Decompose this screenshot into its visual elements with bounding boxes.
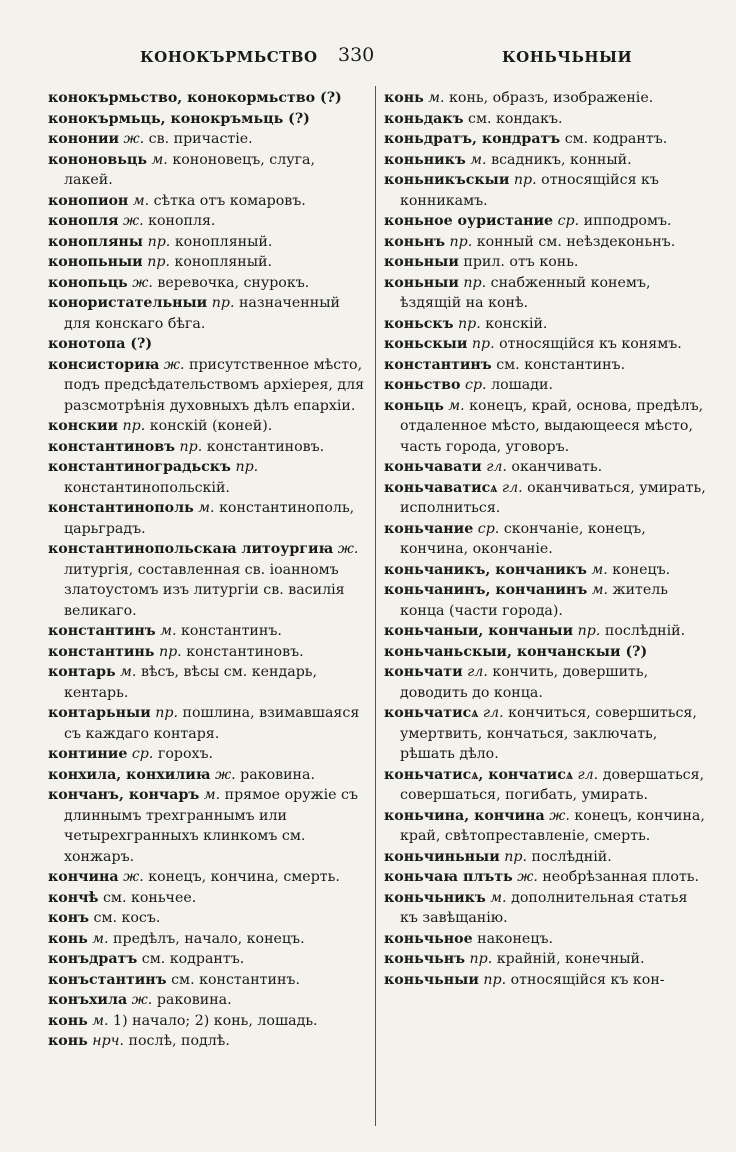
entry-definition: кончиться, совершиться, умертвить, кончаться, заключать, рѣшать дѣло. — [400, 705, 697, 762]
entry-definition: константинополь, царьградъ. — [64, 500, 355, 537]
entry-definition: всадникъ, конный. — [491, 151, 632, 168]
entry-headword: конъдратъ — [48, 951, 138, 967]
entry-definition: веревочка, снурокъ. — [157, 274, 310, 291]
entry-definition: см. коньчее. — [102, 889, 197, 906]
entry-grammar: пр. — [147, 233, 171, 250]
entry-headword: коньць — [384, 397, 444, 414]
entry-headword: константиноградьскъ — [48, 459, 231, 475]
entry-headword: конхила, конхилиꙗ — [48, 766, 211, 783]
entry-grammar: м. — [198, 500, 215, 516]
entry-grammar: гл. — [482, 705, 504, 721]
entry-headword: конъ — [48, 910, 89, 926]
entry-definition: назначенный для конскаго бѣга. — [64, 295, 340, 332]
entry-grammar: ср. — [477, 520, 500, 537]
entry-definition: относящійся къ кон- — [510, 971, 665, 988]
entry-headword: коньчаникъ, кончаникъ — [384, 561, 587, 578]
entry-definition: 1) начало; 2) конь, лошадь. — [113, 1012, 318, 1029]
entry-definition: св. причастіе. — [148, 131, 253, 147]
entry-grammar: м. — [470, 151, 487, 168]
entry-definition: крайній, конечный. — [496, 951, 645, 967]
dictionary-entry — [384, 150, 706, 171]
dictionary-entry — [48, 970, 368, 991]
entry-headword: конъстантинъ — [48, 971, 167, 988]
entry-definition: житель конца (части города). — [400, 582, 669, 619]
entry-grammar: пр. — [504, 848, 528, 865]
entry-headword: контарьныи — [48, 705, 151, 721]
entry-headword: конопля — [48, 213, 119, 229]
header-right-word: КОНЬЧЬНЫИ — [502, 48, 633, 66]
entry-definition: константинъ. — [181, 623, 282, 639]
dictionary-entry — [384, 580, 706, 621]
dictionary-entry — [48, 765, 368, 786]
entry-grammar: пр. — [483, 971, 507, 988]
dictionary-entry — [48, 867, 368, 888]
entry-definition: константиновъ. — [206, 438, 325, 455]
entry-definition: константинопольскій. — [64, 479, 230, 496]
entry-definition: оканчивать. — [511, 459, 603, 475]
entry-headword: конокърмьць, конокръмьць (?) — [48, 110, 310, 127]
entry-grammar: ср. — [131, 746, 154, 762]
entry-definition: вѣсъ, вѣсы см. кендарь, кентарь. — [64, 664, 318, 701]
dictionary-entry — [48, 129, 368, 150]
entry-definition: необрѣзанная плоть. — [542, 869, 700, 885]
dictionary-entry — [384, 949, 706, 970]
entry-headword: коньдакъ — [384, 110, 464, 127]
dictionary-entry — [48, 1031, 368, 1052]
entry-headword: коньство — [384, 377, 461, 393]
entry-headword: коньчаньскыи, кончанскыи (?) — [384, 643, 648, 660]
dictionary-entry — [48, 662, 368, 703]
entry-grammar: ж. — [123, 131, 145, 147]
dictionary-entry — [384, 109, 706, 130]
entry-headword: коньчатисѧ, кончатисѧ — [384, 766, 573, 783]
dictionary-entry — [48, 416, 368, 437]
entry-headword: коньчатисѧ — [384, 705, 479, 721]
dictionary-entry — [48, 437, 368, 458]
entry-headword: кононии — [48, 131, 119, 147]
entry-headword: коньскыи — [384, 336, 468, 352]
entry-headword: коньныи — [384, 274, 459, 291]
dictionary-entry — [48, 621, 368, 642]
dictionary-entry — [384, 519, 706, 560]
dictionary-entry — [48, 744, 368, 765]
entry-grammar: пр. — [211, 295, 235, 311]
entry-grammar: пр. — [513, 172, 537, 188]
entry-definition: предѣлъ, начало, конецъ. — [113, 930, 305, 947]
dictionary-entry — [384, 232, 706, 253]
dictionary-entry — [384, 929, 706, 950]
dictionary-entry — [48, 457, 368, 498]
entry-definition: конопляный. — [174, 233, 273, 250]
entry-headword: коньчанинъ, кончанинъ — [384, 582, 588, 598]
entry-grammar: ж. — [131, 992, 153, 1008]
entry-headword: конь — [48, 1012, 88, 1029]
entry-definition: раковина. — [240, 766, 315, 783]
dictionary-entry — [48, 539, 368, 621]
entry-headword: конь — [48, 1033, 88, 1049]
entry-definition: дополнительная статья къ завѣщанію. — [400, 889, 688, 926]
entry-headword: конопляны — [48, 233, 144, 250]
entry-headword: коньчание — [384, 520, 474, 537]
entry-headword: коньныи — [384, 254, 459, 270]
entry-headword: коньникъскыи — [384, 172, 510, 188]
entry-headword: констaнтинъ — [384, 356, 492, 373]
entry-definition: кончить, довершить, доводить до конца. — [400, 664, 649, 701]
entry-grammar: пр. — [155, 705, 179, 721]
entry-definition: литургія, составленная св. іоанномъ златоустомъ изъ литургіи св. василія великаго. — [64, 561, 345, 619]
entry-grammar: гл. — [501, 479, 523, 496]
dictionary-entry — [384, 970, 706, 991]
entry-headword: континие — [48, 746, 128, 762]
entry-headword: коньчаватисѧ — [384, 479, 498, 496]
dictionary-entry — [384, 375, 706, 396]
dictionary-entry — [384, 273, 706, 314]
entry-grammar: м. — [151, 151, 168, 168]
entry-headword: константинъ — [48, 623, 156, 639]
entry-grammar: ср. — [465, 377, 487, 393]
dictionary-entry — [384, 252, 706, 273]
dictionary-entry — [384, 703, 706, 765]
entry-headword: кончина — [48, 869, 119, 885]
dictionary-entry — [48, 1011, 368, 1032]
dictionary-entry — [384, 88, 706, 109]
entry-grammar: м. — [160, 623, 177, 639]
entry-definition: см. константинъ. — [171, 971, 300, 988]
dictionary-entry — [48, 211, 368, 232]
entry-definition: см. кодрантъ. — [564, 131, 668, 147]
entry-headword: коньчина, кончина — [384, 807, 545, 824]
entry-grammar: пр. — [122, 418, 146, 434]
entry-grammar: гл. — [486, 459, 507, 475]
entry-definition: горохъ. — [157, 746, 214, 762]
entry-headword: константиновъ — [48, 438, 176, 455]
entry-grammar: пр. — [469, 951, 493, 967]
dictionary-entry — [48, 191, 368, 212]
entry-headword: конотопа (?) — [48, 336, 153, 352]
entry-headword: коньчиньныи — [384, 848, 500, 865]
entry-headword: конопьныи — [48, 254, 143, 270]
dictionary-entry — [48, 990, 368, 1011]
entry-definition: послѣ, подлѣ. — [128, 1033, 230, 1049]
entry-headword: контарь — [48, 664, 116, 680]
entry-headword: константинь — [48, 643, 155, 660]
entry-grammar: ж. — [215, 766, 236, 783]
entry-headword: кoнокърмьство, конокормьство (?) — [48, 90, 342, 106]
dictionary-entry — [48, 334, 368, 355]
entry-grammar: ж. — [337, 541, 359, 557]
entry-definition: оканчиваться, умирать, исполниться. — [400, 479, 706, 516]
entry-grammar: ж. — [549, 807, 570, 824]
entry-definition: прил. отъ конь. — [463, 254, 579, 270]
dictionary-entry — [384, 662, 706, 703]
dictionary-entry — [48, 949, 368, 970]
entry-definition: присутственное мѣсто, подъ предсѣдательствомъ архіерея, для разсмотрѣнія духовныхъ дѣлъ епархіи. — [64, 356, 365, 414]
entry-grammar: пр. — [235, 459, 259, 475]
dictionary-entry — [48, 498, 368, 539]
entry-definition: конецъ. — [612, 561, 671, 578]
entry-definition: конскій (коней). — [149, 418, 273, 434]
dictionary-entry — [48, 355, 368, 417]
dictionary-entry — [384, 457, 706, 478]
entry-grammar: пр. — [147, 254, 170, 270]
entry-definition: лошади. — [491, 377, 553, 393]
entry-grammar: м. — [448, 397, 465, 414]
entry-definition: см. косъ. — [93, 910, 161, 926]
dictionary-entry — [384, 334, 706, 355]
dictionary-entry — [384, 129, 706, 150]
left-column — [48, 88, 368, 1052]
dictionary-entry — [384, 560, 706, 581]
entry-definition: прямое оружіе съ длиннымъ трехграннымъ или четырехгранныхъ клинкомъ см. хонжаръ. — [64, 787, 359, 865]
dictionary-entry — [48, 232, 368, 253]
page-number: 330 — [338, 44, 375, 66]
entry-definition: см. кодрантъ. — [141, 951, 245, 967]
dictionary-entry — [48, 252, 368, 273]
dictionary-entry — [48, 88, 368, 109]
dictionary-entry — [48, 785, 368, 867]
entry-grammar: пр. — [458, 315, 481, 332]
entry-definition: относящійся къ конникамъ. — [400, 172, 659, 209]
entry-definition: конецъ, кончина, край, свѣтопреставленіе, смерть. — [400, 807, 705, 844]
entry-grammar: ж. — [163, 356, 185, 373]
entry-definition: раковина. — [156, 992, 232, 1008]
entry-headword: конскии — [48, 418, 119, 434]
entry-grammar: м. — [120, 664, 137, 680]
entry-definition: константиновъ. — [186, 643, 304, 660]
entry-grammar: пр. — [179, 438, 203, 455]
entry-grammar: гл. — [467, 664, 488, 680]
entry-definition: послѣдній. — [604, 623, 686, 639]
right-column — [384, 88, 706, 990]
dictionary-entry — [48, 150, 368, 191]
header-left-word: КОНОКЪРМЬСТВО — [140, 48, 318, 66]
dictionary-entry — [48, 703, 368, 744]
entry-definition: послѣдній. — [531, 848, 612, 865]
entry-headword: коньчаꙗ плъть — [384, 869, 513, 885]
dictionary-entry — [48, 908, 368, 929]
entry-grammar: м. — [92, 1012, 109, 1029]
dictionary-entry — [48, 109, 368, 130]
entry-headword: конопион — [48, 192, 129, 209]
entry-definition: снабженный конемъ, ѣздящій на конѣ. — [400, 274, 651, 311]
dictionary-entry — [384, 478, 706, 519]
entry-grammar: пр. — [449, 233, 473, 250]
entry-grammar: м. — [490, 889, 507, 906]
entry-definition: пошлина, взимавшаяся съ каждаго контаря. — [64, 705, 360, 742]
entry-grammar: гл. — [577, 766, 599, 783]
entry-headword: консисториꙗ — [48, 356, 160, 373]
entry-definition: конецъ, кончина, смерть. — [148, 869, 340, 885]
entry-grammar: м. — [132, 192, 150, 209]
dictionary-entry — [384, 806, 706, 847]
entry-headword: коньчьнъ — [384, 951, 466, 967]
entry-grammar: пр. — [471, 336, 495, 352]
entry-headword: коньчаныи, кончаныи — [384, 623, 574, 639]
entry-definition: ипподромъ. — [583, 213, 672, 229]
entry-definition: наконецъ. — [477, 930, 553, 947]
entry-definition: сѣтка отъ комаровъ. — [153, 192, 306, 209]
dictionary-entry — [384, 642, 706, 663]
entry-headword: коньное оуристание — [384, 213, 554, 229]
entry-grammar: м. — [428, 90, 445, 106]
entry-headword: конь — [384, 90, 424, 106]
entry-grammar: ж. — [517, 869, 538, 885]
dictionary-entry — [48, 293, 368, 334]
entry-grammar: нрч. — [92, 1033, 125, 1049]
entry-grammar: пр. — [158, 643, 182, 660]
dictionary-entry — [48, 888, 368, 909]
entry-definition: см. константинъ. — [496, 356, 626, 373]
entry-headword: коньчьное — [384, 930, 473, 947]
entry-definition: скончаніе, конецъ, кончина, окончаніе. — [400, 520, 646, 557]
entry-definition: конный см. неѣздеконьнъ. — [476, 233, 676, 250]
dictionary-entry — [384, 847, 706, 868]
dictionary-entry — [384, 314, 706, 335]
entry-headword: конористательныи — [48, 295, 208, 311]
entry-definition: конопляный. — [174, 254, 273, 270]
entry-headword: коньчьныи — [384, 971, 479, 988]
entry-headword: кончѣ — [48, 889, 99, 906]
entry-headword: конъхила — [48, 992, 128, 1008]
entry-headword: конопьць — [48, 274, 128, 291]
entry-headword: коньнъ — [384, 233, 445, 250]
dictionary-entry — [384, 765, 706, 806]
entry-definition: кононовецъ, слуга, лакей. — [64, 151, 315, 188]
dictionary-entry — [384, 396, 706, 458]
dictionary-entry — [384, 170, 706, 211]
dictionary-entry — [384, 888, 706, 929]
entry-definition: довершаться, совершаться, погибать, умирать. — [400, 766, 705, 803]
entry-headword: коньчавати — [384, 459, 482, 475]
entry-headword: коньдратъ, кондратъ — [384, 131, 561, 147]
running-header — [0, 44, 736, 74]
entry-headword: кононовьць — [48, 151, 148, 168]
dictionary-entry — [48, 273, 368, 294]
entry-grammar: м. — [591, 561, 608, 578]
entry-grammar: ж. — [122, 213, 144, 229]
dictionary-entry — [384, 867, 706, 888]
entry-definition: конь, образъ, изображеніе. — [449, 90, 654, 106]
entry-headword: коньникъ — [384, 151, 466, 168]
entry-grammar: ср. — [557, 213, 580, 229]
entry-grammar: ж. — [123, 869, 144, 885]
entry-grammar: пр. — [577, 623, 601, 639]
entry-grammar: м. — [92, 930, 109, 947]
entry-grammar: м. — [591, 582, 608, 598]
entry-grammar: ж. — [132, 274, 153, 291]
entry-grammar: пр. — [463, 274, 487, 291]
dictionary-entry — [384, 211, 706, 232]
entry-definition: конскій. — [485, 315, 548, 332]
entry-headword: конь — [48, 930, 88, 947]
entry-definition: конецъ, край, основа, предѣлъ, отдаленное мѣсто, выдающееся мѣсто, часть города, уговоръ. — [400, 397, 704, 455]
entry-headword: коньчьникъ — [384, 889, 486, 906]
entry-definition: конопля. — [148, 213, 216, 229]
column-divider — [375, 86, 376, 1126]
entry-headword: константинополь — [48, 500, 194, 516]
entry-headword: кончанъ, кончаръ — [48, 787, 200, 803]
dictionary-entry — [384, 355, 706, 376]
entry-headword: константинопольскаꙗ литоургиꙗ — [48, 541, 334, 557]
dictionary-entry — [384, 621, 706, 642]
dictionary-entry — [48, 642, 368, 663]
entry-definition: относящійся къ конямъ. — [499, 336, 682, 352]
entry-definition: см. кондакъ. — [468, 110, 563, 127]
entry-grammar: м. — [203, 787, 221, 803]
entry-headword: коньскъ — [384, 315, 454, 332]
dictionary-entry — [48, 929, 368, 950]
entry-headword: коньчати — [384, 664, 463, 680]
